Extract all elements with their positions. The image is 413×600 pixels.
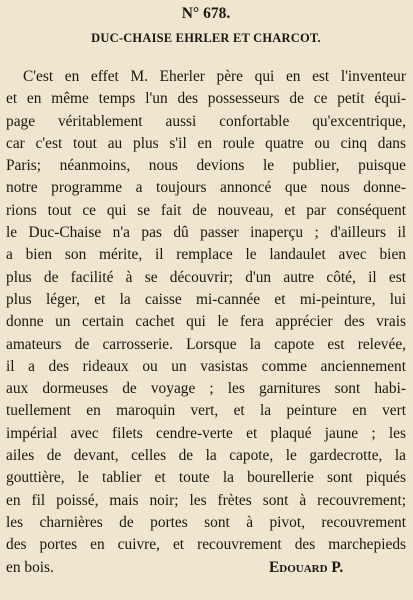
body-line: a bien son mérite, il remplace le landaulet avec bien bbox=[6, 246, 406, 264]
body-line: ailes de devant, celles de la capote, le gardecrotte, la bbox=[6, 447, 406, 465]
body-line: amateurs de carrosserie. Lorsque la capote est relevée, bbox=[6, 335, 406, 353]
body-line: les charnières de portes sont à pivot, recouvrement bbox=[6, 513, 406, 531]
article-body bbox=[6, 66, 406, 579]
body-line: impérial avec filets cendre-verte et plaqué jaune ; les bbox=[6, 424, 406, 442]
body-line: rions tout ce qui se fait de nouveau, et par conséquent bbox=[6, 201, 406, 219]
body-line: tuellement en maroquin vert, et la peinture en vert bbox=[6, 402, 406, 420]
author-signature: Edouard P. bbox=[269, 558, 344, 576]
body-line: donne un certain cachet qui le fera apprécier des vrais bbox=[6, 313, 406, 331]
body-line: car c'est tout au plus s'il en roule quatre ou cinq dans bbox=[6, 134, 406, 152]
body-line: Paris; néanmoins, nous devions le publier, puisque bbox=[6, 157, 406, 175]
body-line: page véritablement aussi confortable qu'excentrique, bbox=[6, 112, 406, 130]
body-line-last-text: en bois. bbox=[6, 558, 54, 576]
body-line: en fil poissé, mais noir; les frètes sont à recouvrement; bbox=[6, 491, 406, 509]
article-title: DUC-CHAISE EHRLER ET CHARCOT. bbox=[91, 31, 321, 45]
article-number: N° 678. bbox=[181, 5, 231, 22]
body-line: plus léger, et la caisse mi-cannée et mi-peinture, lui bbox=[6, 290, 406, 308]
body-line: notre programme a toujours annoncé que nous donne- bbox=[6, 179, 406, 197]
body-line: aux dormeuses de voyage ; les garnitures sont habi- bbox=[6, 380, 406, 398]
body-line: plus de facilité à se découvrir; d'un autre côté, il est bbox=[6, 268, 406, 286]
body-line: le Duc-Chaise n'a pas dû passer inaperçu ; d'ailleurs il bbox=[6, 224, 406, 242]
body-line: et en même temps l'un des possesseurs de ce petit équi- bbox=[6, 90, 406, 108]
body-line: C'est en effet M. Eherler père qui en est l'inventeur bbox=[23, 68, 406, 85]
body-line: il a des rideaux ou un vasistas comme anciennement bbox=[6, 357, 406, 375]
body-line: des portes en cuivre, et recouvrement des marchepieds bbox=[6, 536, 406, 554]
body-line-last bbox=[6, 557, 406, 579]
body-line: gouttière, le tablier et toute la bourellerie sont piqués bbox=[6, 469, 406, 487]
